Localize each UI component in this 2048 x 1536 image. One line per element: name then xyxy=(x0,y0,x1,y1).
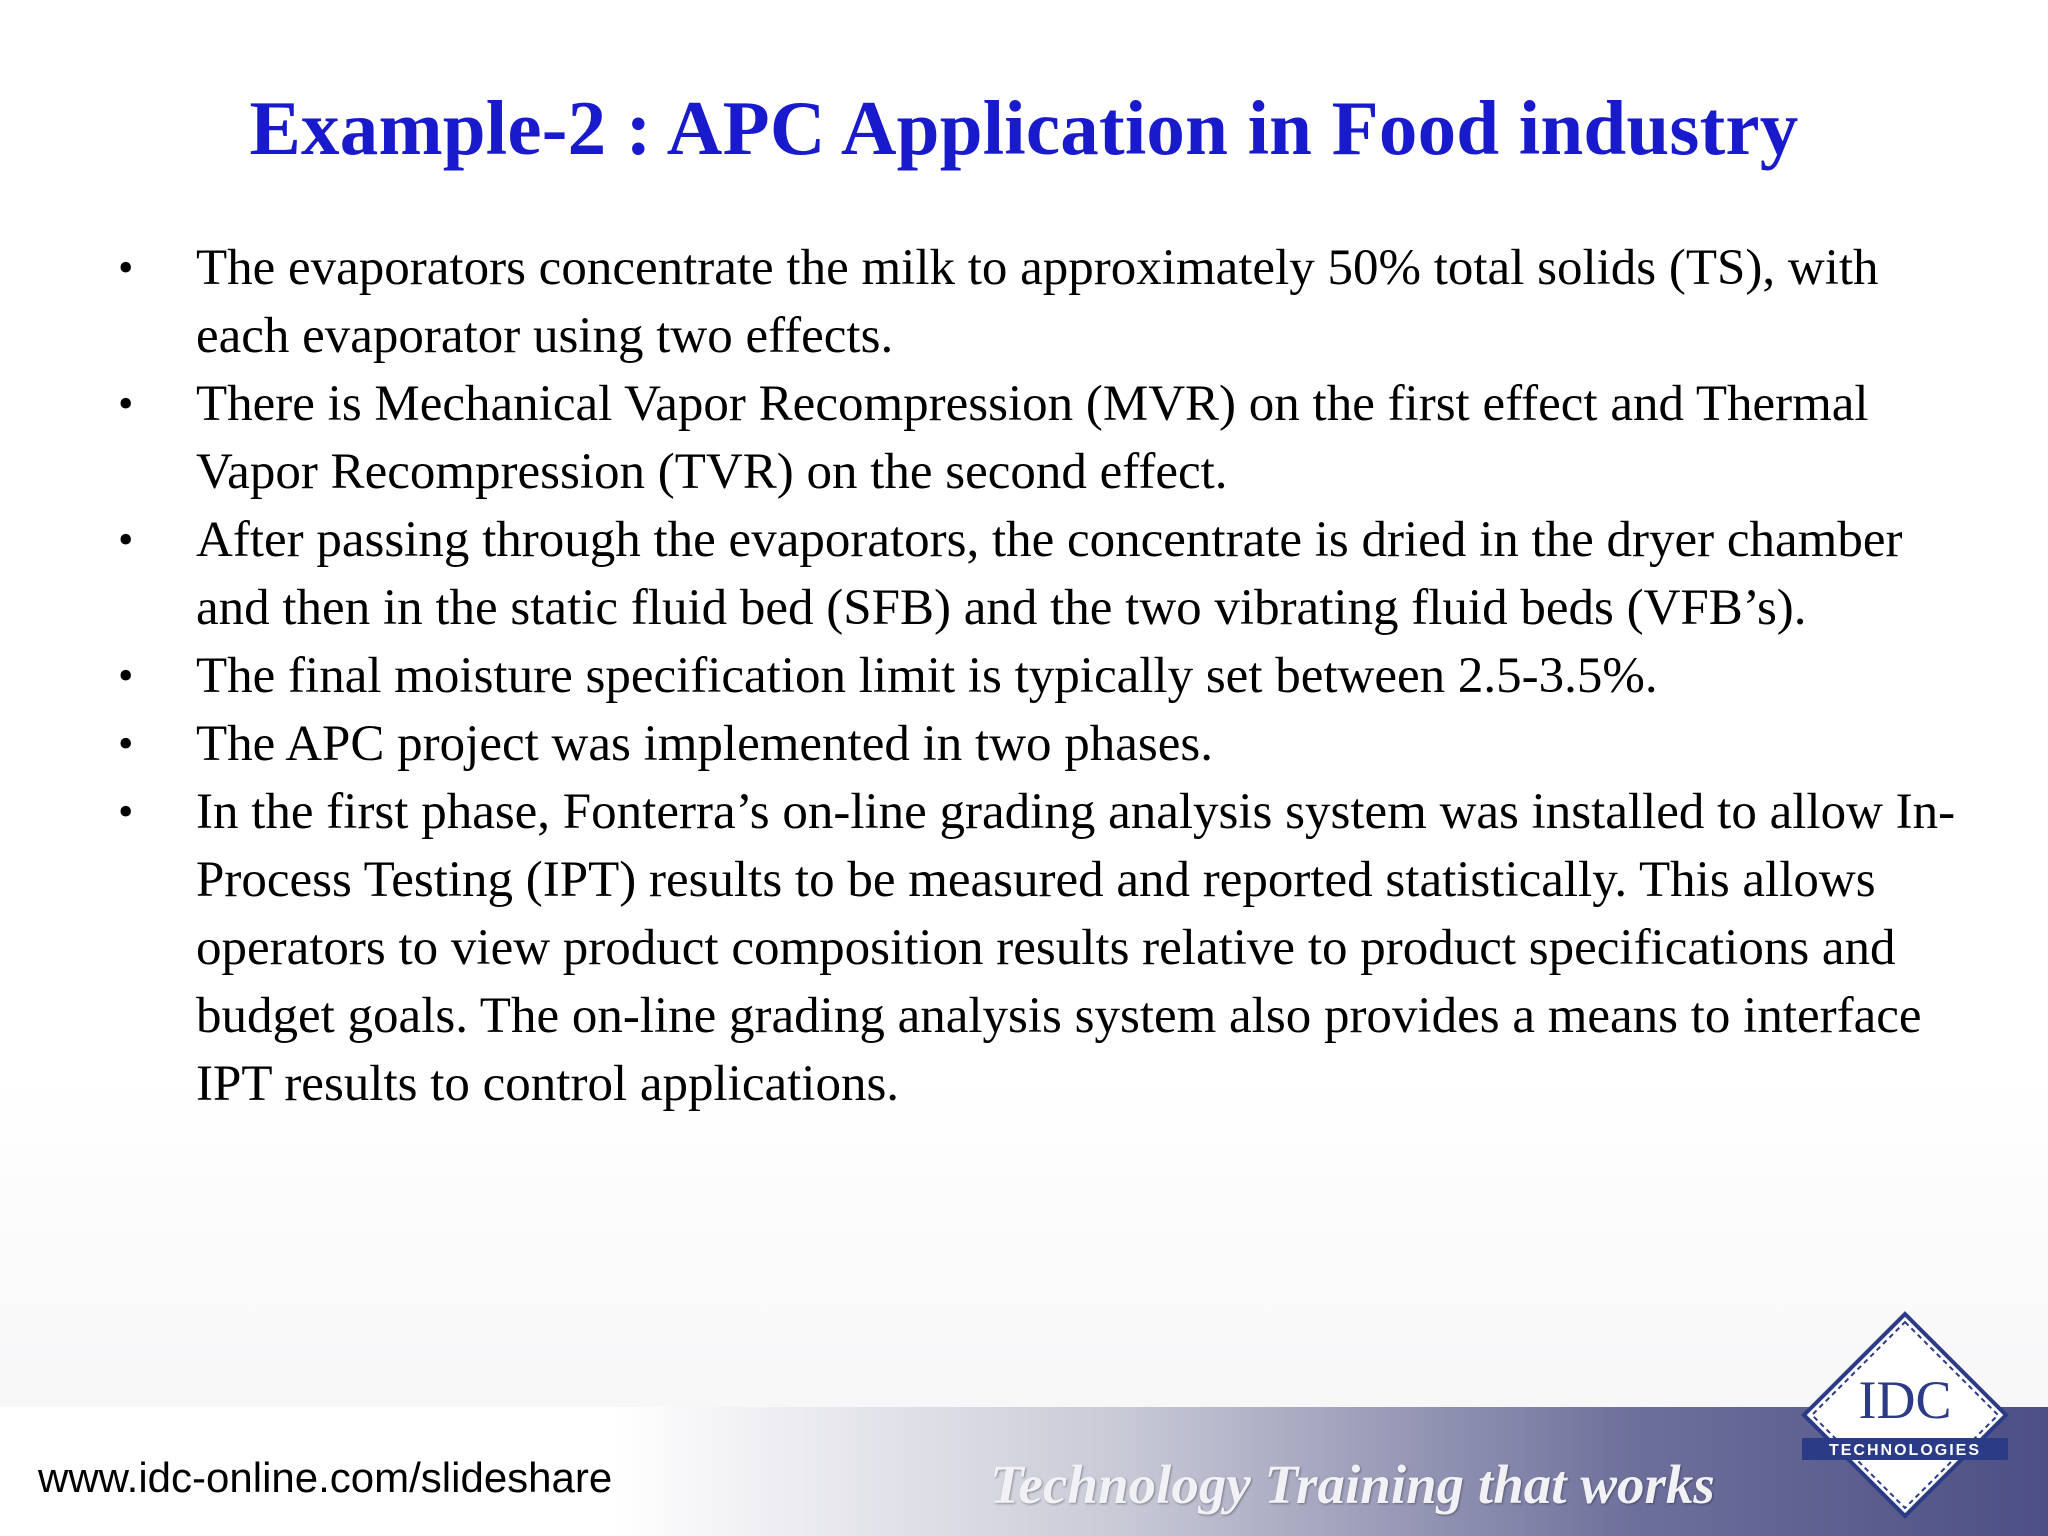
logo-main-text: IDC xyxy=(1858,1370,1952,1430)
bullet-item xyxy=(118,234,1978,370)
bullet-icon: • xyxy=(118,379,134,428)
bullet-text: The final moisture specification limit is typically set between 2.5-3.5%. xyxy=(196,648,1658,704)
bullet-icon: • xyxy=(118,515,134,564)
bullet-text: After passing through the evaporators, the concentrate is dried in the dryer chamber and then in the static fluid bed (SFB) and the two vibrating fluid beds (VFB’s). xyxy=(196,512,1903,636)
footer-tagline: Technology Training that works xyxy=(990,1454,1715,1515)
bullet-icon: • xyxy=(118,787,134,836)
bullet-item xyxy=(118,370,1978,506)
bullet-icon: • xyxy=(118,243,134,292)
bullet-icon: • xyxy=(118,651,134,700)
idc-logo-icon xyxy=(1800,1310,2010,1520)
bullet-text: The evaporators concentrate the milk to approximately 50% total solids (TS), with each evaporator using two effects. xyxy=(196,240,1879,364)
idc-logo xyxy=(1800,1310,2010,1520)
bullet-text: There is Mechanical Vapor Recompression (MVR) on the first effect and Thermal Vapor Recompression (TVR) on the second effect. xyxy=(196,376,1869,500)
bullet-item xyxy=(118,642,1978,710)
bullet-item xyxy=(118,778,1978,1118)
bullet-icon: • xyxy=(118,719,134,768)
bullet-item xyxy=(118,506,1978,642)
bullet-text: In the first phase, Fonterra’s on-line grading analysis system was installed to allow In-Process Testing (IPT) results to be measured and reported statistically. This allows operators to view product composition results relative to product specifications and budget goals. The on-line grading analysis system also provides a means to interface IPT results to control applications. xyxy=(196,784,1956,1112)
bullet-text: The APC project was implemented in two phases. xyxy=(196,716,1213,772)
footer-url: www.idc-online.com/slideshare xyxy=(38,1454,613,1501)
bullet-item xyxy=(118,710,1978,778)
bullet-list xyxy=(118,234,1978,1118)
slide-title: Example-2 : APC Application in Food industry xyxy=(249,85,1799,171)
logo-sub-text: TECHNOLOGIES xyxy=(1828,1442,1982,1459)
